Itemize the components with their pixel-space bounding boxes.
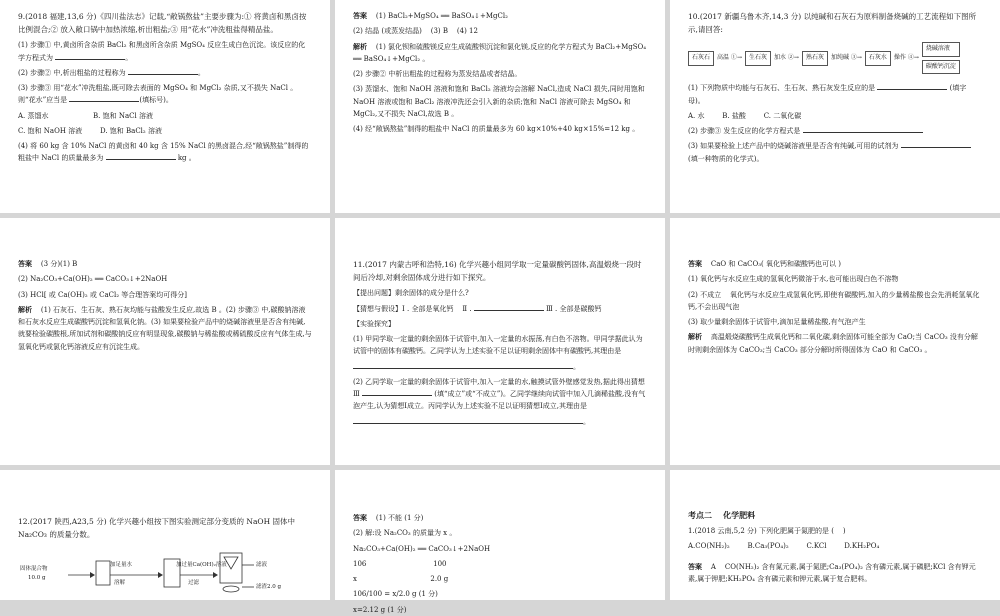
- question-9-stem: 9.(2018 福建,13,6 分)《四川盐法志》记载,“敞锅熬盐”主要步骤为:① 将黄卤和黑卤按比例混合;② 放入敞口锅中加热浓缩,析出粗盐;③ 用“花水”冲洗粗盐得精品盐。: [18, 12, 307, 35]
- answer-blank: [474, 303, 544, 311]
- answer-12-values: x 2.0 g: [353, 575, 449, 583]
- question-9-options-cd: C. 饱和 NaOH 溶液 D. 饱和 BaCl₂ 溶液: [18, 126, 162, 135]
- tile-answer-9: [335, 0, 665, 213]
- question-9-part-1: (1) 步骤① 中,黄卤所含杂质 BaCl₂ 和黑卤所含杂质 MgSO₄ 反应生成白色沉淀。该反应的化学方程式为 。: [18, 41, 306, 62]
- question-11-experiment-2: (2) 乙同学取一定量的剩余固体于试管中,加入一定量的水,触摸试管外壁感觉发热,据此得出猜想Ⅲ (填“成立”或“不成立”)。乙同学继续向试管中加入几滴稀盐酸,没有气泡产生,认为猜想Ⅰ成立。丙同学认为上述实验不足以证明猜想Ⅰ成立,其理由是: [353, 377, 646, 411]
- flow-outputs: [922, 42, 960, 74]
- question-11-problem: 【提出问题】剩余固体的成分是什么?: [353, 289, 469, 298]
- flow-step-slaked-lime: 熟石灰: [802, 51, 828, 66]
- answer-12-2: (2) 解:设 Na₂CO₃ 的质量为 x 。: [353, 529, 457, 538]
- answer-line: 。: [353, 361, 647, 373]
- explanation-9-2: (2) 步骤② 中析出粗盐的过程称为蒸发结晶或者结晶。: [353, 70, 522, 78]
- answer-blank: [128, 67, 198, 75]
- diagram-label-filter: 过滤: [188, 580, 200, 587]
- answer-11-2: (2) 不成立 氧化钙与水反应生成氢氧化钙,即使有碳酸钙,加入的少量稀盐酸也会先消耗氢氧化钙,不会出现气泡: [688, 290, 980, 311]
- answer-blank: [106, 152, 176, 160]
- flow-step-quicklime: 生石灰: [745, 51, 771, 66]
- flow-arrow-4: 操作 ④→: [893, 54, 919, 61]
- question-12-stem: 12.(2017 陕西,A23,5 分) 化学兴趣小组按下图实验测定部分变质的 NaOH 固体中 Na₂CO₃ 的质量分数。: [18, 517, 298, 540]
- answer-12-masses: 106 100: [353, 559, 447, 568]
- answer-10-3: (3) HCl[ 或 Ca(OH)₂ 或 CaCl₂ 等合理答案均可得分]: [18, 290, 187, 299]
- answer-12-ratio: 106/100 = x/2.0 g (1 分): [353, 590, 438, 599]
- tile-answer-11: [670, 218, 1000, 465]
- process-flow-diagram: [688, 42, 982, 74]
- tile-question-9: [0, 0, 330, 213]
- answer-line: 。: [353, 416, 647, 428]
- answer-blank: [877, 82, 947, 90]
- answer-9-rest: (2) 结晶 (或蒸发结晶) (3) B (4) 12: [353, 27, 478, 36]
- answer-9: 答案 (1) BaCl₂+MgSO₄ ══ BaSO₄↓+MgCl₂: [353, 11, 508, 20]
- fertilizer-question-1-options: A.CO(NH₂)₂ B.Ca₃(PO₄)₂ C.KCl D.KH₂PO₄: [688, 542, 880, 551]
- explanation-11: 解析 高温煅烧碳酸钙生成氧化钙和二氧化碳,剩余固体可能全部为 CaO;当 CaCO₃ 没有分解时则剩余固体为 CaCO₃;当 CaCO₃ 部分分解时所得固体为 CaO 和 CaCO₃ 。: [688, 332, 978, 354]
- tile-question-11: [335, 218, 665, 465]
- answer-blank: [55, 52, 125, 60]
- question-10-part-3: (3) 如果要检验上述产品中的烧碱溶液里是否含有纯碱,可用的试剂为 (填一种物质的化学式)。: [688, 140, 982, 165]
- question-9-part-2: (2) 步骤② 中,析出粗盐的过程称为 。: [18, 68, 205, 77]
- question-11-experiment-1: (1) 甲同学取一定量的剩余固体于试管中,加入一定量的水振荡,有白色不溶物。甲同学据此认为试管中的固体有碳酸钙。乙同学认为上述实验不足以证明剩余固体中有碳酸钙,其理由是: [353, 335, 643, 356]
- flow-arrow-3: 加纯碱 ③→: [830, 54, 862, 61]
- fertilizer-answer-1: 答案 A CO(NH₂)₂ 含有氮元素,属于氮肥;Ca₃(PO₄)₂ 含有磷元素,属于磷肥;KCl 含有钾元素,属于钾肥;KH₂PO₄ 含有磷元素和钾元素,属于复合肥料。: [688, 561, 976, 583]
- answer-blank: [69, 94, 139, 102]
- answer-10-1: 答案 (3 分)(1) B: [18, 259, 78, 268]
- question-11-stem: 11.(2017 内蒙古呼和浩特,16) 化学兴趣小组同学取一定量碳酸钙固体,高温煅烧一段时间后冷却,对剩余固体成分进行如下探究。: [353, 260, 642, 283]
- question-11-hypothesis: 【猜想与假设】Ⅰ . 全部是氧化钙 Ⅱ . Ⅲ . 全部是碳酸钙: [353, 304, 602, 313]
- explanation-9-1: 解析 (1) 氯化钡和硫酸镁反应生成硫酸钡沉淀和氯化镁,反应的化学方程式为 BaCl₂+MgSO₄ ══ BaSO₄↓+MgCl₂ 。: [353, 41, 649, 63]
- question-10-options: A. 水 B. 盐酸 C. 二氧化碳: [688, 111, 802, 120]
- diagram-label-mixture: 固体混合物: [20, 566, 48, 573]
- answer-10-2: (2) Na₂CO₃+Ca(OH)₂ ══ CaCO₃↓+2NaOH: [18, 275, 168, 284]
- diagram-label-filtrate: 滤液: [256, 562, 268, 569]
- diagram-label-mass: 10.0 g: [28, 575, 46, 582]
- diagram-label-dissolve-2: 溶解: [114, 580, 126, 587]
- question-9-options-ab: A. 蒸馏水 B. 饱和 NaCl 溶液: [18, 111, 153, 120]
- tile-answer-12: [335, 470, 665, 614]
- explanation-10: 解析 (1) 石灰石、生石灰、熟石灰均能与盐酸发生反应,故选 B 。(2) 步骤③ 中,碳酸钠溶液和石灰水反应生成碳酸钙沉淀和氢氧化钠。(3) 如果要检验产品中的烧碱溶液里是否含有纯碱,就要检验碳酸根,所加试剂和碳酸钠反应有明显现象,碳酸钠与稀盐酸或稀硫酸反应有气体生成,与氢氧化钙或氯化钙溶液反应有沉淀生成。: [18, 304, 312, 351]
- tile-answer-10: [0, 218, 330, 465]
- experiment-diagram: [18, 547, 312, 597]
- question-10-part-2: (2) 步骤③ 发生反应的化学方程式是: [688, 125, 982, 137]
- answer-12-1: 答案 (1) 不能 (1 分): [353, 513, 424, 522]
- answer-blank: [803, 125, 923, 133]
- answer-11-0: 答案 CaO 和 CaCO₃( 氧化钙和碳酸钙也可以 ): [688, 259, 841, 268]
- answer-blank: [901, 140, 971, 148]
- flow-output-precipitate: 碳酸钙沉淀: [922, 60, 960, 75]
- tile-question-10: [670, 0, 1000, 213]
- question-9-part-4: (4) 将 60 kg 含 10% NaCl 的黄卤和 40 kg 含 15% NaCl 的黑卤混合,经“敞锅熬盐”制得的粗盐中 NaCl 的质量最多为 kg 。: [18, 142, 309, 163]
- fertilizer-question-1: 1.(2018 云南,5,2 分) 下列化肥属于氮肥的是 ( ): [688, 527, 846, 535]
- diagram-label-reagent: 加过量Ca(OH)₂溶液: [176, 562, 227, 569]
- tile-question-12: [0, 470, 330, 600]
- question-11-experiment-label: 【实验探究】: [353, 319, 395, 328]
- answer-11-3: (3) 取少量剩余固体于试管中,滴加足量稀盐酸,有气泡产生: [688, 318, 866, 326]
- explanation-9-4: (4) 经“敞锅熬盐”制得的粗盐中 NaCl 的质量最多为 60 kg×10%+40 kg×15%=12 kg 。: [353, 125, 640, 133]
- answer-12-equation: Na₂CO₃+Ca(OH)₂ ══ CaCO₃↓+2NaOH: [353, 544, 491, 553]
- question-9-part-3: (3) 步骤③ 用“花水”冲洗粗盐,既可除去表面的 MgSO₄ 和 MgCl₂ 杂质,又不损失 NaCl 。则“花水”应当是 (填标号)。: [18, 84, 298, 105]
- diagram-label-dissolve: 加足量水: [110, 562, 133, 569]
- flow-arrow-1: 高温 ①→: [717, 54, 742, 61]
- flow-output-caustic-soda: 烧碱溶液: [922, 42, 960, 57]
- flow-step-limestone: 石灰石: [688, 51, 714, 66]
- flow-step-limewater: 石灰水: [865, 51, 891, 66]
- answer-11-1: (1) 氧化钙与水反应生成的氢氧化钙微溶于水,也可能出现白色不溶物: [688, 275, 899, 284]
- question-10-part-1: (1) 下列物质中均能与石灰石、生石灰、熟石灰发生反应的是 (填字母)。: [688, 84, 967, 105]
- explanation-9-3: (3) 蒸馏水、饱和 NaOH 溶液和饱和 BaCl₂ 溶液均会溶解 NaCl,造成 NaCl 损失,同时用饱和 NaOH 溶液或饱和 BaCl₂ 溶液冲洗还会引入新的杂质;饱和 NaCl 溶液可除去 MgSO₄ 和 MgCl₂,又不损失 NaCl,故选 B 。: [353, 85, 648, 118]
- diagram-label-residue: 滤渣2.0 g: [256, 584, 282, 591]
- question-10-stem: 10.(2017 新疆乌鲁木齐,14,3 分) 以纯碱和石灰石为原料制备烧碱的工艺流程如下图所示,请回答:: [688, 12, 977, 35]
- answer-blank: [362, 388, 432, 396]
- tile-fertilizer-section: [670, 470, 1000, 600]
- flow-arrow-2: 加水 ②→: [773, 54, 799, 61]
- section-heading: 考点二 化学肥料: [688, 510, 756, 520]
- answer-12-result: x=2.12 g (1 分): [353, 605, 407, 614]
